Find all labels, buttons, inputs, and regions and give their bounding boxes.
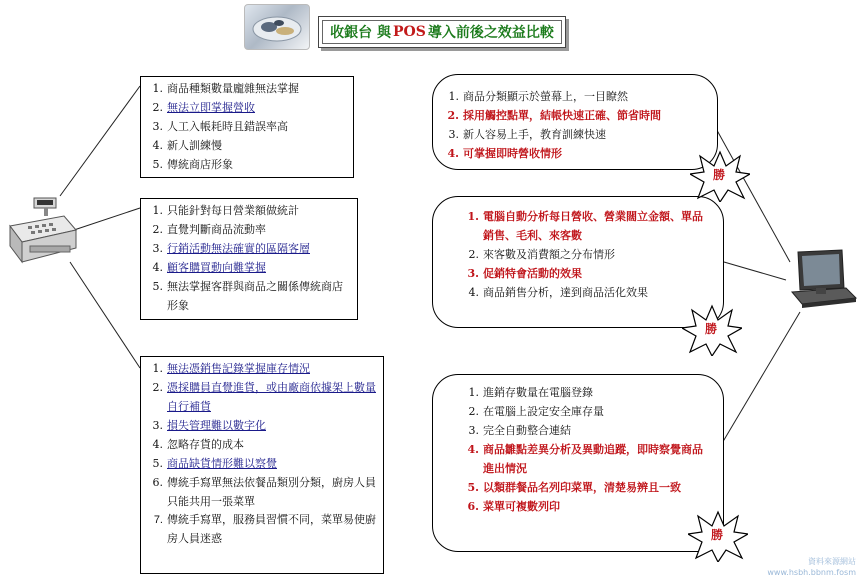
after-list-inventory [467,383,713,516]
list-item [467,440,713,478]
item-number: 1. [152,82,163,95]
list-item [152,359,377,378]
item-text: 忽略存貨的成本 [167,438,244,451]
item-number: 2. [152,101,163,114]
item-number: 2. [447,109,459,122]
list-item [152,136,347,155]
before-list-inventory [152,359,377,549]
before-box-inventory [140,356,384,574]
list-item [152,155,347,174]
item-text: 行銷活動無法確實的區隔客層 [167,242,310,255]
item-number: 6. [467,500,479,513]
item-text: 傳統商店形象 [167,158,233,171]
title-box [318,16,566,48]
win-burst-icon [682,304,742,356]
list-item [152,239,351,258]
list-item [152,454,377,473]
before-box-cashier [140,76,354,178]
list-item [152,258,351,277]
list-item [152,79,347,98]
item-text: 直覺判斷商品流動率 [167,223,266,236]
list-item [152,435,377,454]
list-item [468,383,713,402]
item-text: 無法掌握客群與商品之關係傳統商店形象 [167,280,343,312]
item-number: 2. [468,405,479,418]
item-number: 4. [152,139,163,152]
list-item [152,473,377,511]
item-number: 3. [467,267,479,280]
item-text: 商品雛點差異分析及異動追蹤，即時察覺商品進出情況 [483,443,703,475]
item-text: 完全自動整合連結 [483,424,571,437]
item-text: 新人容易上手，教育訓練快速 [463,128,606,141]
title-part1: 收銀台 與 [330,25,392,41]
item-text: 採用觸控點單，結帳快速正確、節省時間 [463,109,661,122]
before-list-sales [152,201,351,315]
item-number: 1. [152,362,163,375]
item-text: 只能針對每日營業額做統計 [167,204,299,217]
item-number: 1. [467,210,479,223]
item-number: 2. [468,248,479,261]
item-number: 2. [152,223,163,236]
item-text: 商品分類顯示於螢幕上，一目瞭然 [463,90,628,103]
watermark-line2: www.hsbh.bbnm.fosm [767,568,856,577]
after-list-sales [467,207,711,302]
list-item [152,277,351,315]
list-item [468,245,711,264]
item-number: 3. [152,120,163,133]
before-box-sales [140,198,358,320]
item-number: 4. [468,286,479,299]
list-item [152,220,351,239]
list-item [152,416,377,435]
win-burst-icon [690,150,750,202]
item-text: 顧客購買動向難掌握 [167,261,266,274]
item-number: 5. [152,457,163,470]
item-number: 2. [152,381,163,394]
list-item [448,125,707,144]
title-part2: 導入前後之效益比較 [427,25,554,41]
title-pos: POS [393,24,426,40]
item-number: 3. [152,242,163,255]
item-text: 無法立即掌握營收 [167,101,255,114]
item-number: 4. [152,438,163,451]
item-text: 憑採購員直覺進貨，或由廠商依據架上數量自行補貨 [167,381,376,413]
list-item [447,106,707,125]
item-number: 4. [447,147,459,160]
list-item [468,421,713,440]
header-photo [244,4,310,50]
list-item [468,283,711,302]
pos-terminal-icon [790,248,860,310]
win-burst-icon [688,510,748,562]
after-box-inventory [432,374,724,552]
item-number: 3. [448,128,459,141]
after-list-cashier [447,87,707,163]
list-item [467,207,711,245]
item-text: 無法憑銷售記錄掌握庫存情況 [167,362,310,375]
item-number: 5. [152,280,163,293]
item-number: 6. [152,476,163,489]
list-item [467,264,711,283]
list-item [152,117,347,136]
item-text: 商品銷售分析，達到商品活化效果 [483,286,648,299]
item-text: 損失管理難以數字化 [167,419,266,432]
item-text: 可掌握即時營收情形 [463,147,562,160]
item-text: 商品種類數量龐雜無法掌握 [167,82,299,95]
before-list-cashier [152,79,347,174]
item-text: 商品缺貨情形難以察覺 [167,457,277,470]
item-text: 電腦自動分析每日營收、營業闊立金額、單品銷售、毛利、來客數 [483,210,703,242]
list-item [152,201,351,220]
page-title [322,20,562,44]
list-item [467,478,713,497]
after-box-cashier [432,74,718,170]
item-text: 以類群餐品名列印菜單，清楚易辨且一致 [483,481,681,494]
cash-register-icon [4,196,80,268]
list-item [152,378,377,416]
item-text: 進銷存數量在電腦登錄 [483,386,593,399]
list-item [448,87,707,106]
item-text: 促銷特會活動的效果 [483,267,582,280]
after-box-sales [432,196,724,328]
list-item [447,144,707,163]
item-text: 菜單可複數列印 [483,500,560,513]
win-label: 勝 [711,528,724,542]
list-item [467,497,713,516]
watermark [696,556,856,582]
item-text: 傳統手寫單無法依餐品類別分類，廚房人員只能共用一張菜單 [167,476,376,508]
item-number: 7. [153,514,163,526]
win-label: 勝 [705,322,718,336]
list-item [152,98,347,117]
item-number: 3. [152,419,163,432]
item-number: 5. [467,481,479,494]
win-label: 勝 [713,168,726,182]
item-text: 人工入帳耗時且錯誤率高 [167,120,288,133]
item-number: 3. [468,424,479,437]
item-number: 4. [152,261,163,274]
item-text: 新人訓練慢 [167,139,222,152]
item-text: 傳統手寫單，服務員習慣不同，菜單易使廚房人員迷惑 [167,514,376,545]
item-text: 在電腦上設定安全庫存量 [483,405,604,418]
item-text: 來客數及消費額之分布情形 [483,248,615,261]
item-number: 1. [468,386,479,399]
list-item [153,511,377,549]
watermark-line1: 資料來源網站 [808,557,856,566]
item-number: 5. [152,158,163,171]
item-number: 1. [152,204,163,217]
list-item [468,402,713,421]
item-number: 4. [467,443,479,456]
item-number: 1. [448,90,459,103]
